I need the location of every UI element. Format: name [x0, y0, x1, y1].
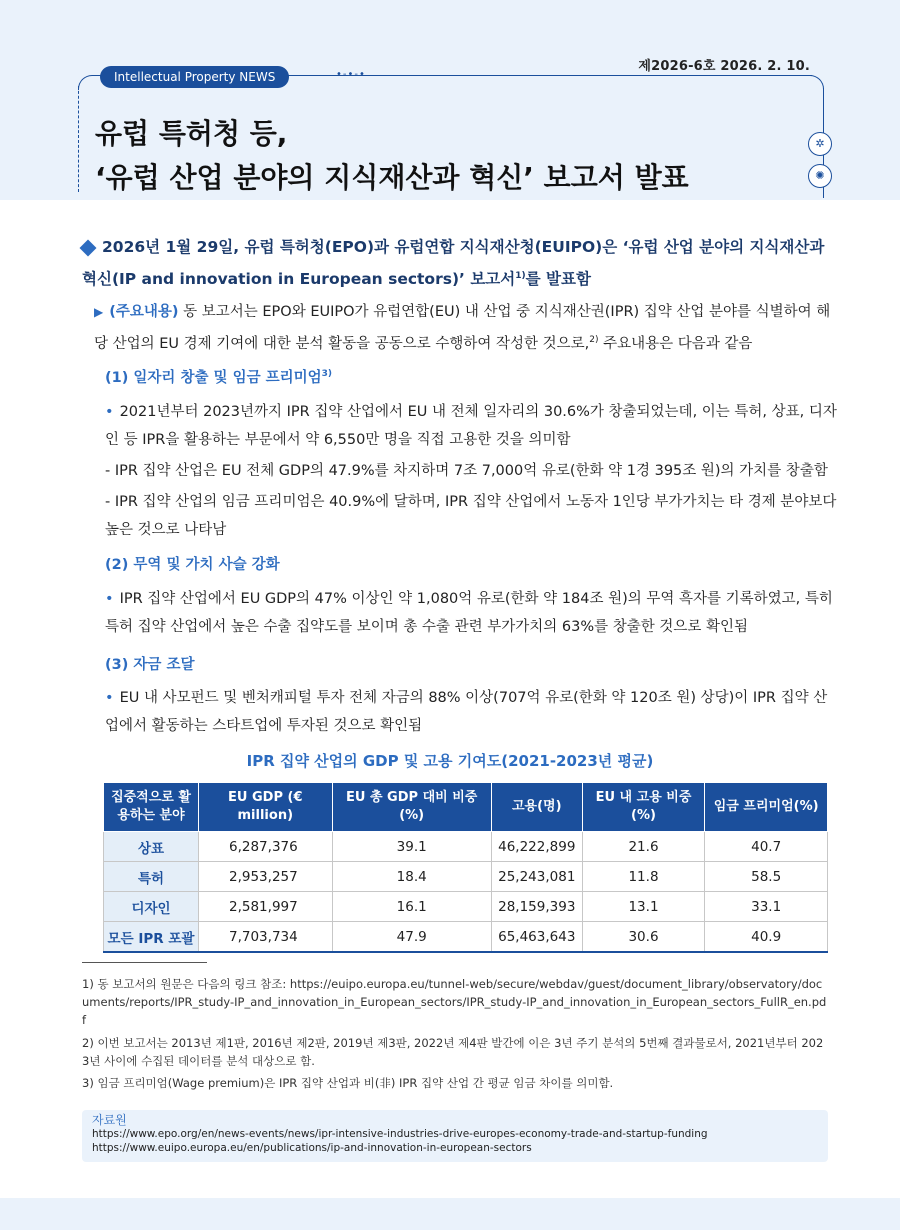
table-cell: 모든 IPR 포괄 [104, 922, 199, 953]
table-cell: 30.6 [582, 922, 705, 953]
section-2-bullet [105, 585, 840, 641]
footnote-divider [82, 962, 207, 963]
dot-bullet-icon: • [105, 404, 114, 420]
table-cell: 65,463,643 [491, 922, 582, 953]
footnote-2: 2) 이번 보고서는 2013년 제1판, 2016년 제2판, 2019년 제3판, 2022년 제4판 발간에 이은 3년 주기 분석의 5번째 결과물로서, 2021년부터 2023년 사이에 수집된 데이터를 분석 대상으로 함. [82, 1036, 824, 1068]
table-row [104, 922, 828, 953]
news-tag-label: Intellectual Property NEWS [114, 70, 276, 84]
data-table [103, 782, 828, 953]
footnote-3: 3) 임금 프리미엄(Wage premium)은 IPR 집약 산업과 비(非) IPR 집약 산업 간 평균 임금 차이를 의미함. [82, 1076, 614, 1090]
title-line-1: 유럽 특허청 등, [95, 117, 288, 150]
dot-bullet-icon: • [105, 690, 114, 706]
source-box [82, 1110, 828, 1162]
issue-number: 제2026-6호 2026. 2. 10. [638, 59, 810, 74]
lead-tail: 를 발표함 [525, 270, 591, 289]
summary-text: 동 보고서는 EPO와 EUIPO가 유럽연합(EU) 내 산업 중 지식재산권(IPR) 집약 산업 분야를 식별하여 해당 산업의 EU 경제 기여에 대한 분석 활동을 공동으로 수행하여 작성한 것으로, [94, 304, 831, 352]
footer-band [0, 1198, 900, 1230]
decorative-dots: •-•-• [336, 69, 366, 80]
source-label: 자료원 [92, 1113, 127, 1127]
summary-tail: 주요내용은 다음과 같음 [598, 335, 753, 352]
footnote-1: 1) 동 보고서의 원문은 다음의 링크 참조: https://euipo.europa.eu/tunnel-web/secure/webdav/guest/document_library/observatory/documents/reports/IPR_study-IP_and_innovation_in_European_sectors/IPR_study-IP_and_innovation_in_European_sectors_FullR_en.pdf [82, 977, 827, 1027]
table-header-row [104, 783, 828, 832]
table-cell: 2,953,257 [199, 862, 333, 892]
cube-bullet-icon [80, 239, 97, 256]
table-header: EU 총 GDP 대비 비중(%) [332, 783, 491, 832]
title-line-2: ‘유럽 산업 분야의 지식재산과 혁신’ 보고서 발표 [95, 161, 689, 194]
lead-paragraph [82, 233, 842, 294]
section-2-title: (2) 무역 및 가치 사슬 강화 [105, 557, 280, 573]
summary-paragraph [94, 298, 839, 358]
triangle-bullet-icon: ▶ [94, 305, 104, 319]
source-link-2[interactable]: https://www.euipo.europa.eu/en/publications/ip-and-innovation-in-european-sectors [92, 1142, 532, 1154]
section-1-bullet [105, 398, 840, 454]
table-cell: 28,159,393 [491, 892, 582, 922]
table-cell: 25,243,081 [491, 862, 582, 892]
section-3-bullet-text: EU 내 사모펀드 및 벤처캐피털 투자 전체 자금의 88% 이상(707억 유로(한화 약 120조 원) 상당)이 IPR 집약 산업에서 활동하는 스타트업에 투자된 것으로 확인됨 [105, 690, 828, 734]
source-link-1[interactable]: https://www.epo.org/en/news-events/news/ipr-intensive-industries-drive-europes-economy-trade-and-startup-funding [92, 1128, 708, 1140]
table-cell: 상표 [104, 832, 199, 862]
table-header: EU 내 고용 비중(%) [582, 783, 705, 832]
table-cell: 2,581,997 [199, 892, 333, 922]
table-cell: 18.4 [332, 862, 491, 892]
globe-icon: ✲ [808, 132, 832, 156]
table-cell: 58.5 [705, 862, 828, 892]
page-title [95, 112, 689, 200]
section-1-dash-2-text: IPR 집약 산업의 임금 프리미엄은 40.9%에 달하며, IPR 집약 산업에서 노동자 1인당 부가가치는 타 경제 분야보다 높은 것으로 나타남 [105, 494, 837, 538]
section-2-bullet-text: IPR 집약 산업에서 EU GDP의 47% 이상인 약 1,080억 유로(한화 약 184조 원)의 무역 흑자를 기록하였고, 특히 특허 집약 산업에서 높은 수출 집약도를 보이며 총 수출 관련 부가가치의 63%를 창출한 것으로 확인됨 [105, 591, 833, 635]
footnote-ref-2: 2) [589, 335, 599, 345]
network-icon: ✺ [808, 164, 832, 188]
table-cell: 7,703,734 [199, 922, 333, 953]
section-1-dash-1-text: IPR 집약 산업은 EU 전체 GDP의 47.9%를 차지하며 7조 7,000억 유로(한화 약 1경 395조 원)의 가치를 창출함 [114, 463, 828, 479]
section-1-title: (1) 일자리 창출 및 임금 프리미엄$^{3)}$ [105, 369, 333, 386]
summary-keyword: (주요내용) [109, 304, 179, 320]
section-3-title: (3) 자금 조달 [105, 657, 195, 673]
table-cell: 특허 [104, 862, 199, 892]
footnote-ref-3: 3) [321, 369, 333, 380]
table-cell: 11.8 [582, 862, 705, 892]
table-cell: 16.1 [332, 892, 491, 922]
table-row [104, 862, 828, 892]
table-header: EU GDP (€ million) [199, 783, 333, 832]
section-3-bullet [105, 684, 840, 740]
table-cell: 40.9 [705, 922, 828, 953]
table-header: 임금 프리미엄(%) [705, 783, 828, 832]
table-cell: 40.7 [705, 832, 828, 862]
table-row [104, 832, 828, 862]
table-header: 집중적으로 활용하는 분야 [104, 783, 199, 832]
news-tag [100, 66, 289, 88]
table-row [104, 892, 828, 922]
table-cell: 21.6 [582, 832, 705, 862]
frame-left-line [78, 86, 80, 192]
dot-bullet-icon: • [105, 591, 114, 607]
table-title: IPR 집약 산업의 GDP 및 고용 기여도(2021-2023년 평균) [246, 752, 654, 770]
section-1-dash-1: - IPR 집약 산업은 EU 전체 GDP의 47.9%를 차지하며 7조 7,000억 유로(한화 약 1경 395조 원)의 가치를 창출함 [105, 463, 828, 479]
section-1-bullet-text: 2021년부터 2023년까지 IPR 집약 산업에서 EU 내 전체 일자리의 30.6%가 창출되었는데, 이는 특허, 상표, 디자인 등 IPR을 활용하는 부문에서 약 6,550만 명을 직접 고용한 것을 의미함 [105, 404, 837, 448]
table-cell: 39.1 [332, 832, 491, 862]
table-cell: 46,222,899 [491, 832, 582, 862]
section-1-dash-2: - IPR 집약 산업의 임금 프리미엄은 40.9%에 달하며, IPR 집약 산업에서 노동자 1인당 부가가치는 타 경제 분야보다 높은 것으로 나타남 [105, 494, 837, 538]
table-header: 고용(명) [491, 783, 582, 832]
table-cell: 13.1 [582, 892, 705, 922]
table-cell: 47.9 [332, 922, 491, 953]
table-cell: 디자인 [104, 892, 199, 922]
table-cell: 33.1 [705, 892, 828, 922]
lead-text: 2026년 1월 29일, 유럽 특허청(EPO)과 유럽연합 지식재산청(EUIPO)은 ‘유럽 산업 분야의 지식재산과 혁신(IP and innovation in European sectors)’ 보고서 [82, 238, 825, 289]
footnote-ref-1: 1) [515, 271, 526, 281]
table-cell: 6,287,376 [199, 832, 333, 862]
